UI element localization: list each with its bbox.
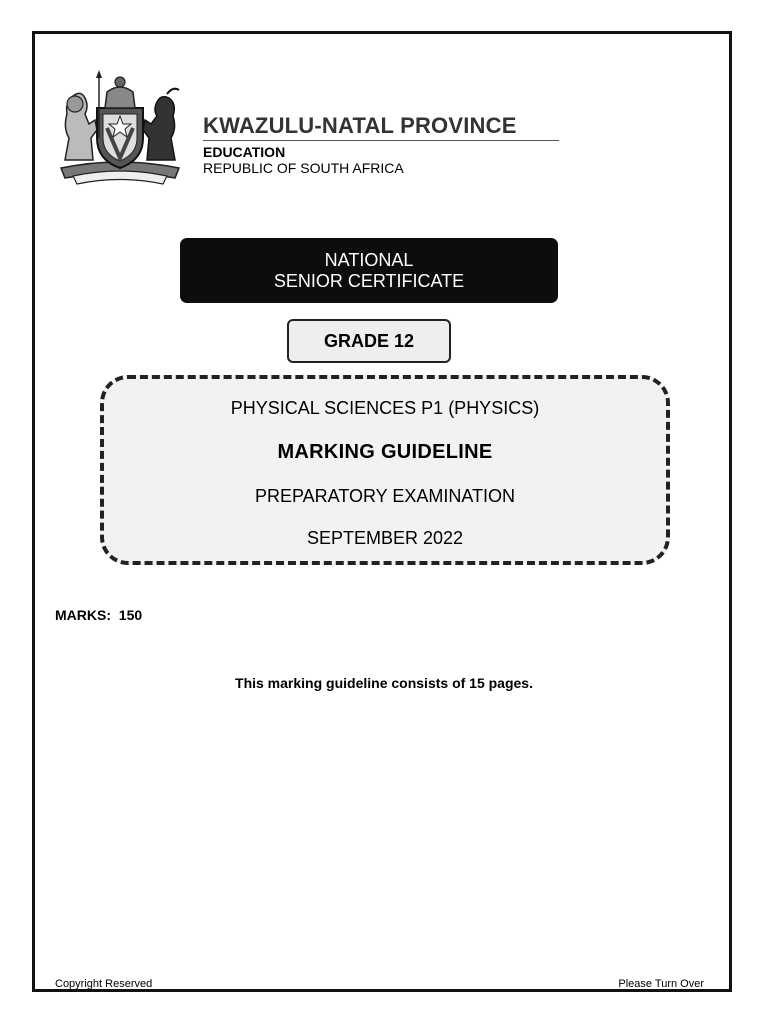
marks-label: MARKS: [55, 607, 111, 623]
country-name: REPUBLIC OF SOUTH AFRICA [203, 160, 404, 176]
exam-date: SEPTEMBER 2022 [306, 528, 464, 548]
coat-of-arms-icon [55, 68, 185, 190]
marks-value: 150 [118, 607, 143, 623]
certificate-line-1: NATIONAL [324, 249, 414, 270]
certificate-line-2: SENIOR CERTIFICATE [273, 270, 465, 291]
grade-box [287, 319, 451, 363]
department-name: EDUCATION [203, 144, 286, 160]
certificate-banner [180, 238, 558, 303]
subject-title: PHYSICAL SCIENCES P1 (PHYSICS) [230, 398, 540, 418]
province-name: KWAZULU-NATAL PROVINCE [203, 113, 517, 138]
document-type: MARKING GUIDELINE [277, 441, 493, 463]
grade-label: GRADE 12 [323, 330, 415, 351]
footer-copyright: Copyright Reserved [55, 978, 153, 990]
marks [55, 607, 142, 623]
subject-panel [100, 375, 670, 565]
page-count-note: This marking guideline consists of 15 pages. [235, 675, 533, 691]
footer-turn-over: Please Turn Over [618, 978, 704, 990]
exam-name: PREPARATORY EXAMINATION [254, 486, 516, 506]
header-divider [203, 140, 559, 141]
